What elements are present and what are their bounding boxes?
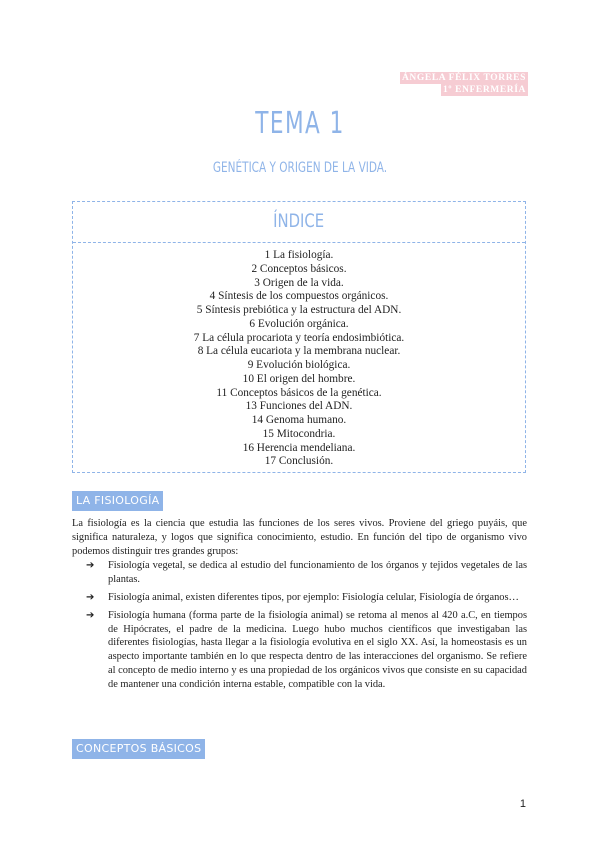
- index-item: 7 La célula procariota y teoría endosimbiótica.: [193, 331, 405, 344]
- page-title: TEMA 1: [255, 106, 345, 141]
- arrow-right-icon: ➔: [86, 591, 95, 603]
- bullet-text: Fisiología animal, existen diferentes tipos, por ejemplo: Fisiología celular, Fisiología de órganos…: [108, 591, 519, 603]
- index-item: 6 Evolución orgánica.: [249, 317, 349, 330]
- section-heading-fisiologia: [72, 491, 163, 511]
- bullet-item: [72, 559, 527, 587]
- section-intro: La fisiología es la ciencia que estudia las funciones de los seres vivos. Proviene del griego puyáis, que significa naturaleza, y logos que significa conocimiento, estudio. En función del tipo de organismo vivo podemos distinguir tres grandes grupos:: [72, 518, 527, 557]
- index-heading-text: ÍNDICE: [273, 210, 325, 232]
- index-item: 14 Genoma humano.: [251, 414, 347, 426]
- index-item: 11 Conceptos básicos de la genética.: [216, 386, 382, 399]
- page-subtitle: GENÉTICA Y ORIGEN DE LA VIDA.: [212, 160, 388, 176]
- bullet-text: Fisiología vegetal, se dedica al estudio del funcionamiento de los órganos y tejidos vegetales de las plantas.: [108, 560, 527, 586]
- index-item: 10 El origen del hombre.: [242, 372, 356, 385]
- index-item: 1 La fisiología.: [264, 249, 334, 261]
- author-block: [400, 72, 528, 96]
- section-heading-text: LA FISIOLOGÍA: [76, 494, 160, 507]
- section-heading-conceptos: [72, 739, 205, 759]
- index-list: [73, 249, 525, 469]
- index-box: [72, 201, 526, 473]
- bullet-item: [72, 609, 527, 692]
- section-heading-text: CONCEPTOS BÁSICOS: [76, 742, 202, 755]
- arrow-right-icon: ➔: [86, 609, 95, 621]
- author-course: 1º ENFERMERÍA: [443, 85, 526, 95]
- index-item: 15 Mitocondria.: [262, 427, 336, 440]
- index-item: 3 Origen de la vida.: [254, 276, 344, 289]
- author-name: ÁNGELA FÉLIX TORRES: [401, 73, 526, 83]
- index-item: 16 Herencia mendeliana.: [242, 441, 356, 454]
- index-item: 4 Síntesis de los compuestos orgánicos.: [209, 290, 389, 303]
- section-body: [72, 517, 527, 696]
- index-item: 2 Conceptos básicos.: [251, 262, 347, 275]
- index-item: 5 Síntesis prebiótica y la estructura del ADN.: [196, 304, 402, 316]
- index-item: 17 Conclusión.: [264, 455, 334, 468]
- bullet-item: [72, 591, 527, 605]
- bullet-list: [72, 559, 527, 691]
- index-heading: [73, 202, 525, 243]
- page-number: 1: [519, 798, 526, 810]
- arrow-right-icon: ➔: [86, 560, 95, 572]
- bullet-text: Fisiología humana (forma parte de la fisiología animal) se retoma al menos al 420 a.C, en tiempos de Hipócrates, el padre de la medicina. Luego hubo muchos científicos que investigaban las diferentes fisiologías, hasta llegar a la fisiología evolutiva en el siglo XX. Así, la homeostasis es un aspecto importante también en lo que respecta dentro de las interacciones del organismo. Se refiere al concepto de medio interno y es una propiedad de los orgánicos vivos que consiste en su capacidad de mantener una condición interna estable, compatible con la vida.: [108, 609, 527, 690]
- index-item: 9 Evolución biológica.: [247, 359, 351, 371]
- index-item: 13 Funciones del ADN.: [245, 400, 353, 413]
- index-item: 8 La célula eucariota y la membrana nuclear.: [197, 345, 401, 358]
